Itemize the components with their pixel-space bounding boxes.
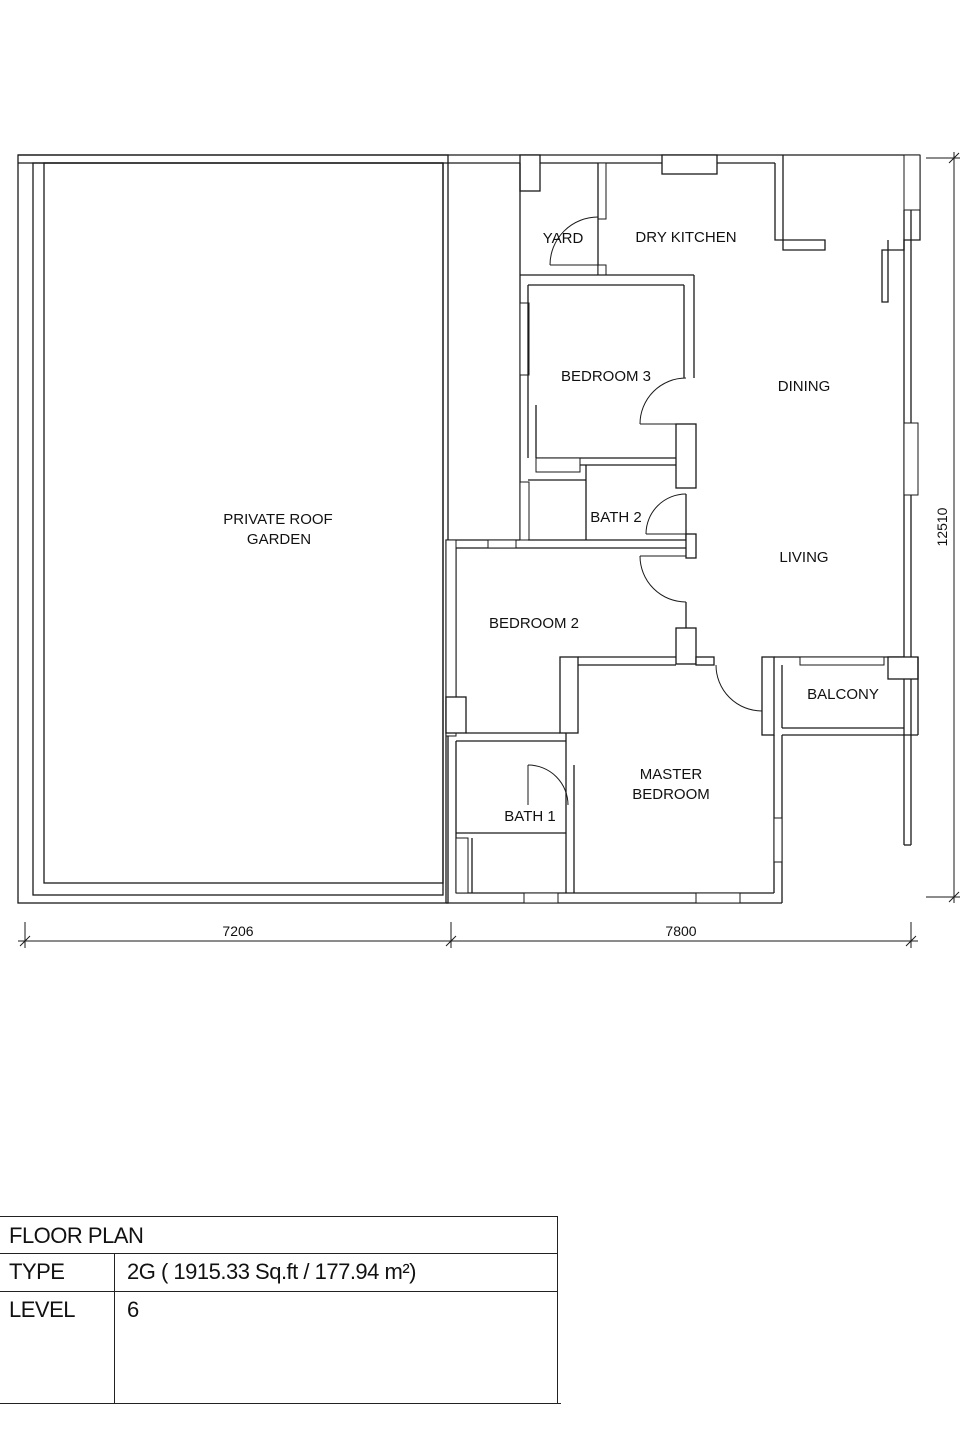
roof-garden-walls (18, 155, 920, 903)
dimension-horizontal (18, 922, 918, 948)
bath2-walls (528, 465, 686, 540)
bedroom2-walls (466, 534, 696, 733)
label-private-roof-garden-2: GARDEN (246, 531, 312, 548)
label-private-roof-garden-1: PRIVATE ROOF (223, 511, 333, 528)
label-bath-1: BATH 1 (504, 808, 556, 825)
label-bath-2: BATH 2 (590, 509, 642, 526)
yard-walls (520, 163, 694, 275)
type-value: 2G ( 1915.33 Sq.ft / 177.94 m²) (127, 1259, 416, 1284)
label-dining: DINING (777, 378, 831, 395)
level-value: 6 (127, 1297, 139, 1322)
info-table-type-row (0, 1254, 557, 1292)
type-label: TYPE (0, 1254, 115, 1291)
dimension-height: 12510 (934, 507, 950, 547)
level-label: LEVEL (0, 1292, 115, 1403)
label-bedroom-2: BEDROOM 2 (488, 615, 580, 632)
dimension-left-width: 7206 (222, 923, 254, 939)
dimension-right-width: 7800 (665, 923, 697, 939)
label-dry-kitchen: DRY KITCHEN (635, 229, 737, 246)
table-tail-line (558, 1403, 561, 1404)
label-bedroom-3: BEDROOM 3 (560, 368, 652, 385)
label-balcony: BALCONY (807, 686, 879, 703)
label-master-bedroom-1: MASTER (639, 766, 703, 783)
label-living: LIVING (779, 549, 829, 566)
label-yard: YARD (542, 230, 584, 247)
info-table-title: FLOOR PLAN (0, 1217, 557, 1254)
info-table-level-row (0, 1292, 557, 1403)
label-master-bedroom-2: BEDROOM (632, 786, 710, 803)
floor-plan-info-table (0, 1216, 558, 1404)
